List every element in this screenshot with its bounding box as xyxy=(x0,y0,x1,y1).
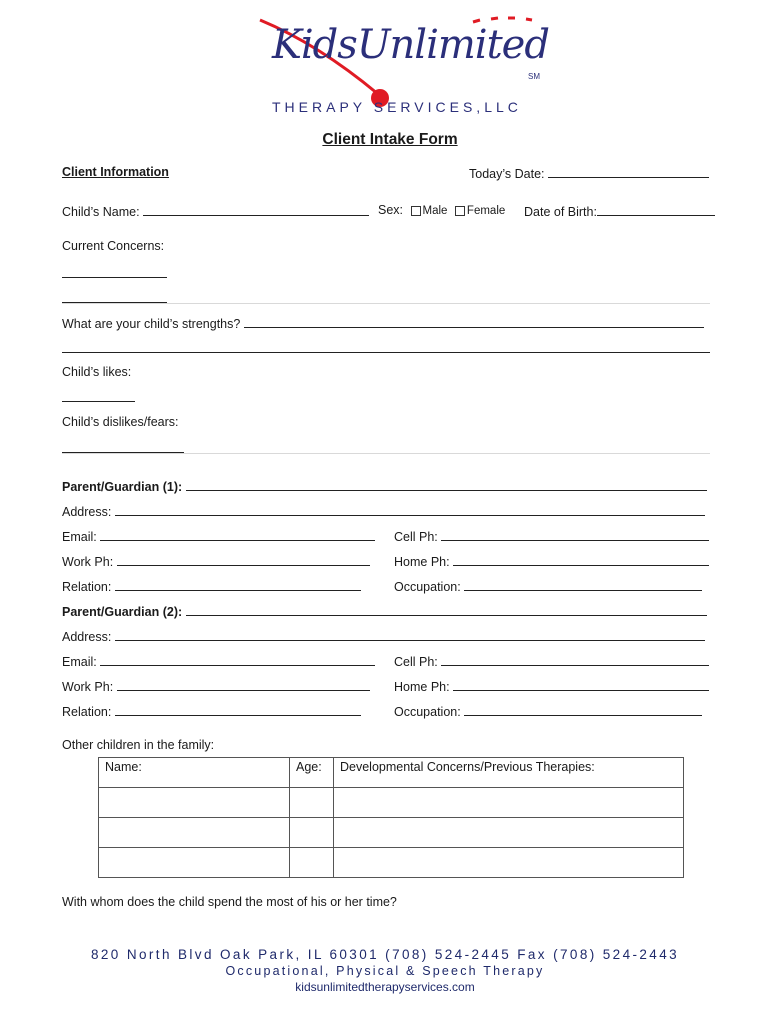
guardian1-cell-row xyxy=(394,528,709,544)
guardian1-address-label: Address: xyxy=(62,505,112,519)
sex-label: Sex: xyxy=(378,203,404,217)
guardian1-cell-label: Cell Ph: xyxy=(394,530,438,544)
footer-services: Occupational, Physical & Speech Therapy xyxy=(225,964,545,978)
table-row xyxy=(99,788,684,818)
table-row xyxy=(99,848,684,878)
guardian1-email-row xyxy=(62,528,375,544)
todays-date-row xyxy=(469,165,709,181)
guardian1-home-row xyxy=(394,553,709,569)
todays-date-label: Today’s Date: xyxy=(469,167,545,181)
guardian2-cell-label: Cell Ph: xyxy=(394,655,438,669)
guardian1-occupation-field[interactable] xyxy=(464,578,702,591)
guardian2-relation-label: Relation: xyxy=(62,705,112,719)
guardian1-name-field[interactable] xyxy=(186,478,707,491)
logo-name-part1: Kids xyxy=(272,22,357,68)
guardian1-relation-row xyxy=(62,578,361,594)
section-divider xyxy=(62,453,710,454)
column-header-age: Age: xyxy=(290,758,334,788)
guardian2-name-field[interactable] xyxy=(186,603,707,616)
likes-line[interactable] xyxy=(62,401,135,402)
guardian2-address-row xyxy=(62,628,705,644)
section-divider xyxy=(62,303,710,304)
guardian2-cell-field[interactable] xyxy=(441,653,709,666)
guardian2-email-label: Email: xyxy=(62,655,97,669)
likes-label: Child’s likes: xyxy=(62,365,132,379)
guardian2-cell-row xyxy=(394,653,709,669)
guardian2-work-field[interactable] xyxy=(117,678,370,691)
dob-field[interactable] xyxy=(597,203,715,216)
guardian2-address-label: Address: xyxy=(62,630,112,644)
table-cell-concerns[interactable] xyxy=(334,818,684,848)
guardian1-email-field[interactable] xyxy=(100,528,375,541)
dislikes-label: Child’s dislikes/fears: xyxy=(62,415,179,429)
guardian1-work-label: Work Ph: xyxy=(62,555,114,569)
guardian1-occupation-label: Occupation: xyxy=(394,580,461,594)
guardian1-heading: Parent/Guardian (1): xyxy=(62,480,183,494)
guardian1-work-field[interactable] xyxy=(117,553,370,566)
guardian1-address-field[interactable] xyxy=(115,503,705,516)
other-children-label: Other children in the family: xyxy=(62,738,215,752)
table-cell-age[interactable] xyxy=(290,818,334,848)
dob-row xyxy=(524,203,715,219)
table-cell-age[interactable] xyxy=(290,848,334,878)
guardian1-row xyxy=(62,478,707,494)
logo-subtitle: THERAPY SERVICES,LLC xyxy=(272,99,522,115)
table-cell-concerns[interactable] xyxy=(334,788,684,818)
guardian2-relation-field[interactable] xyxy=(115,703,361,716)
female-checkbox[interactable] xyxy=(455,206,465,216)
guardian2-address-field[interactable] xyxy=(115,628,705,641)
strengths-row xyxy=(62,315,704,331)
guardian1-home-label: Home Ph: xyxy=(394,555,450,569)
guardian1-home-field[interactable] xyxy=(453,553,709,566)
guardian2-work-row xyxy=(62,678,370,694)
logo-service-mark: SM xyxy=(528,72,540,81)
dob-label: Date of Birth: xyxy=(524,205,597,219)
guardian1-relation-label: Relation: xyxy=(62,580,112,594)
guardian1-work-row xyxy=(62,553,370,569)
childs-name-label: Child’s Name: xyxy=(62,205,140,219)
sex-row xyxy=(378,203,505,217)
todays-date-field[interactable] xyxy=(548,165,709,178)
guardian1-email-label: Email: xyxy=(62,530,97,544)
column-header-name: Name: xyxy=(99,758,290,788)
form-title: Client Intake Form xyxy=(322,131,458,148)
male-label: Male xyxy=(422,205,448,217)
logo-name-part2: Unlimited xyxy=(356,22,549,68)
guardian1-address-row xyxy=(62,503,705,519)
strengths-label: What are your child’s strengths? xyxy=(62,317,241,331)
table-row xyxy=(99,818,684,848)
guardian2-row xyxy=(62,603,707,619)
guardian2-work-label: Work Ph: xyxy=(62,680,114,694)
childs-name-row xyxy=(62,203,369,219)
guardian2-home-field[interactable] xyxy=(453,678,709,691)
column-header-concerns: Developmental Concerns/Previous Therapies: xyxy=(334,758,684,788)
guardian2-home-label: Home Ph: xyxy=(394,680,450,694)
guardian2-occupation-row xyxy=(394,703,702,719)
strengths-line-2[interactable] xyxy=(62,352,710,353)
concern-line-1[interactable] xyxy=(62,277,167,278)
female-label: Female xyxy=(466,205,506,217)
table-cell-name[interactable] xyxy=(99,818,290,848)
table-cell-name[interactable] xyxy=(99,788,290,818)
guardian2-email-row xyxy=(62,653,375,669)
guardian2-occupation-label: Occupation: xyxy=(394,705,461,719)
table-cell-concerns[interactable] xyxy=(334,848,684,878)
current-concerns-label: Current Concerns: xyxy=(62,239,165,253)
other-children-table xyxy=(98,757,684,878)
strengths-field[interactable] xyxy=(244,315,704,328)
logo-name xyxy=(272,22,549,68)
guardian2-heading: Parent/Guardian (2): xyxy=(62,605,183,619)
guardian2-home-row xyxy=(394,678,709,694)
footer-address: 820 North Blvd Oak Park, IL 60301 (708) 524-2445 Fax (708) 524-2443 xyxy=(90,947,680,962)
time-question: With whom does the child spend the most of his or her time? xyxy=(62,895,397,909)
guardian2-relation-row xyxy=(62,703,361,719)
childs-name-field[interactable] xyxy=(143,203,369,216)
guardian2-email-field[interactable] xyxy=(100,653,375,666)
table-cell-age[interactable] xyxy=(290,788,334,818)
guardian1-cell-field[interactable] xyxy=(441,528,709,541)
table-cell-name[interactable] xyxy=(99,848,290,878)
guardian1-relation-field[interactable] xyxy=(115,578,361,591)
guardian1-occupation-row xyxy=(394,578,702,594)
guardian2-occupation-field[interactable] xyxy=(464,703,702,716)
male-checkbox[interactable] xyxy=(411,206,421,216)
footer-website[interactable]: kidsunlimitedtherapyservices.com xyxy=(295,980,475,994)
client-info-heading: Client Information xyxy=(62,165,169,179)
table-header-row xyxy=(99,758,684,788)
